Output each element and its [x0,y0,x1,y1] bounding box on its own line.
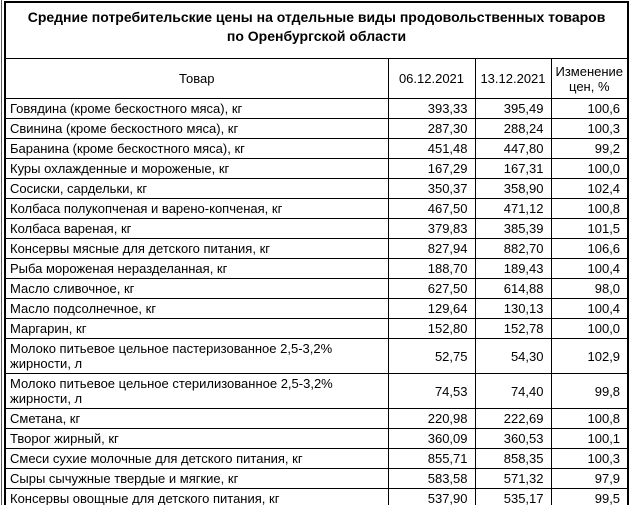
price-change: 101,5 [551,219,628,239]
price-date-2: 471,12 [475,199,551,219]
product-name: Колбаса полукопченая и варено-копченая, кг [5,199,388,219]
product-name: Сметана, кг [5,409,388,429]
title-row [5,2,628,59]
price-change: 100,0 [551,319,628,339]
price-date-1: 583,58 [388,469,475,489]
product-name: Колбаса вареная, кг [5,219,388,239]
left-edge-line [1,0,2,505]
price-change: 100,3 [551,119,628,139]
table-title-line2: по Оренбургской области [226,28,407,44]
header-row [5,59,628,99]
table-title [5,2,628,59]
price-date-2: 571,32 [475,469,551,489]
price-change: 97,9 [551,469,628,489]
table-row [5,279,628,299]
price-date-1: 188,70 [388,259,475,279]
product-name: Сосиски, сардельки, кг [5,179,388,199]
product-name: Свинина (кроме бескостного мяса), кг [5,119,388,139]
product-name: Рыба мороженая неразделанная, кг [5,259,388,279]
product-name: Смеси сухие молочные для детского питания, кг [5,449,388,469]
price-change: 100,4 [551,299,628,319]
product-name: Консервы овощные для детского питания, кг [5,489,388,505]
table-row [5,139,628,159]
price-date-2: 189,43 [475,259,551,279]
price-date-1: 627,50 [388,279,475,299]
table-row [5,374,628,409]
table-row [5,429,628,449]
table-row [5,339,628,374]
table-title-line1: Средние потребительские цены на отдельные виды продовольственных товаров [27,9,606,25]
product-name: Баранина (кроме бескостного мяса), кг [5,139,388,159]
price-date-2: 222,69 [475,409,551,429]
price-date-2: 152,78 [475,319,551,339]
price-date-2: 288,24 [475,119,551,139]
price-date-1: 74,53 [388,374,475,409]
table-row [5,219,628,239]
price-date-2: 395,49 [475,99,551,119]
product-name: Говядина (кроме бескостного мяса), кг [5,99,388,119]
price-date-2: 358,90 [475,179,551,199]
table-row [5,449,628,469]
product-name: Молоко питьевое цельное стерилизованное 2,5-3,2% жирности, л [5,374,388,409]
price-change: 99,5 [551,489,628,505]
price-date-1: 287,30 [388,119,475,139]
price-date-1: 467,50 [388,199,475,219]
price-change: 99,2 [551,139,628,159]
table-row [5,409,628,429]
table-row [5,489,628,505]
table-row [5,179,628,199]
column-header-date-2: 13.12.2021 [475,59,551,99]
table-row [5,99,628,119]
price-date-2: 360,53 [475,429,551,449]
table-row [5,159,628,179]
price-date-1: 360,09 [388,429,475,449]
price-table [4,1,629,505]
product-name: Маргарин, кг [5,319,388,339]
product-name: Масло сливочное, кг [5,279,388,299]
product-name: Масло подсолнечное, кг [5,299,388,319]
price-change: 100,8 [551,409,628,429]
price-change: 100,8 [551,199,628,219]
price-change: 100,6 [551,99,628,119]
price-date-1: 537,90 [388,489,475,505]
product-name: Молоко питьевое цельное пастеризованное 2,5-3,2% жирности, л [5,339,388,374]
price-date-2: 447,80 [475,139,551,159]
price-date-2: 130,13 [475,299,551,319]
price-date-1: 129,64 [388,299,475,319]
price-change: 100,4 [551,259,628,279]
table-row [5,469,628,489]
price-date-2: 167,31 [475,159,551,179]
price-date-1: 52,75 [388,339,475,374]
table-row [5,199,628,219]
table-row [5,319,628,339]
table-row [5,119,628,139]
price-change: 100,0 [551,159,628,179]
price-date-2: 614,88 [475,279,551,299]
price-date-2: 882,70 [475,239,551,259]
price-change: 99,8 [551,374,628,409]
price-change: 100,3 [551,449,628,469]
product-name: Куры охлажденные и мороженые, кг [5,159,388,179]
price-date-2: 74,40 [475,374,551,409]
price-change: 98,0 [551,279,628,299]
table-row [5,239,628,259]
column-header-date-1: 06.12.2021 [388,59,475,99]
price-date-2: 385,39 [475,219,551,239]
product-name: Консервы мясные для детского питания, кг [5,239,388,259]
price-date-1: 152,80 [388,319,475,339]
price-date-1: 220,98 [388,409,475,429]
price-date-1: 451,48 [388,139,475,159]
price-change: 100,1 [551,429,628,449]
table-row [5,299,628,319]
price-change: 102,4 [551,179,628,199]
price-date-1: 167,29 [388,159,475,179]
price-change: 106,6 [551,239,628,259]
price-date-1: 350,37 [388,179,475,199]
price-date-2: 858,35 [475,449,551,469]
price-date-1: 379,83 [388,219,475,239]
price-date-1: 827,94 [388,239,475,259]
column-header-change: Изменение цен, % [551,59,628,99]
product-name: Творог жирный, кг [5,429,388,449]
price-date-2: 54,30 [475,339,551,374]
price-date-1: 393,33 [388,99,475,119]
product-name: Сыры сычужные твердые и мягкие, кг [5,469,388,489]
price-date-2: 535,17 [475,489,551,505]
price-change: 102,9 [551,339,628,374]
column-header-product: Товар [5,59,388,99]
price-date-1: 855,71 [388,449,475,469]
table-row [5,259,628,279]
